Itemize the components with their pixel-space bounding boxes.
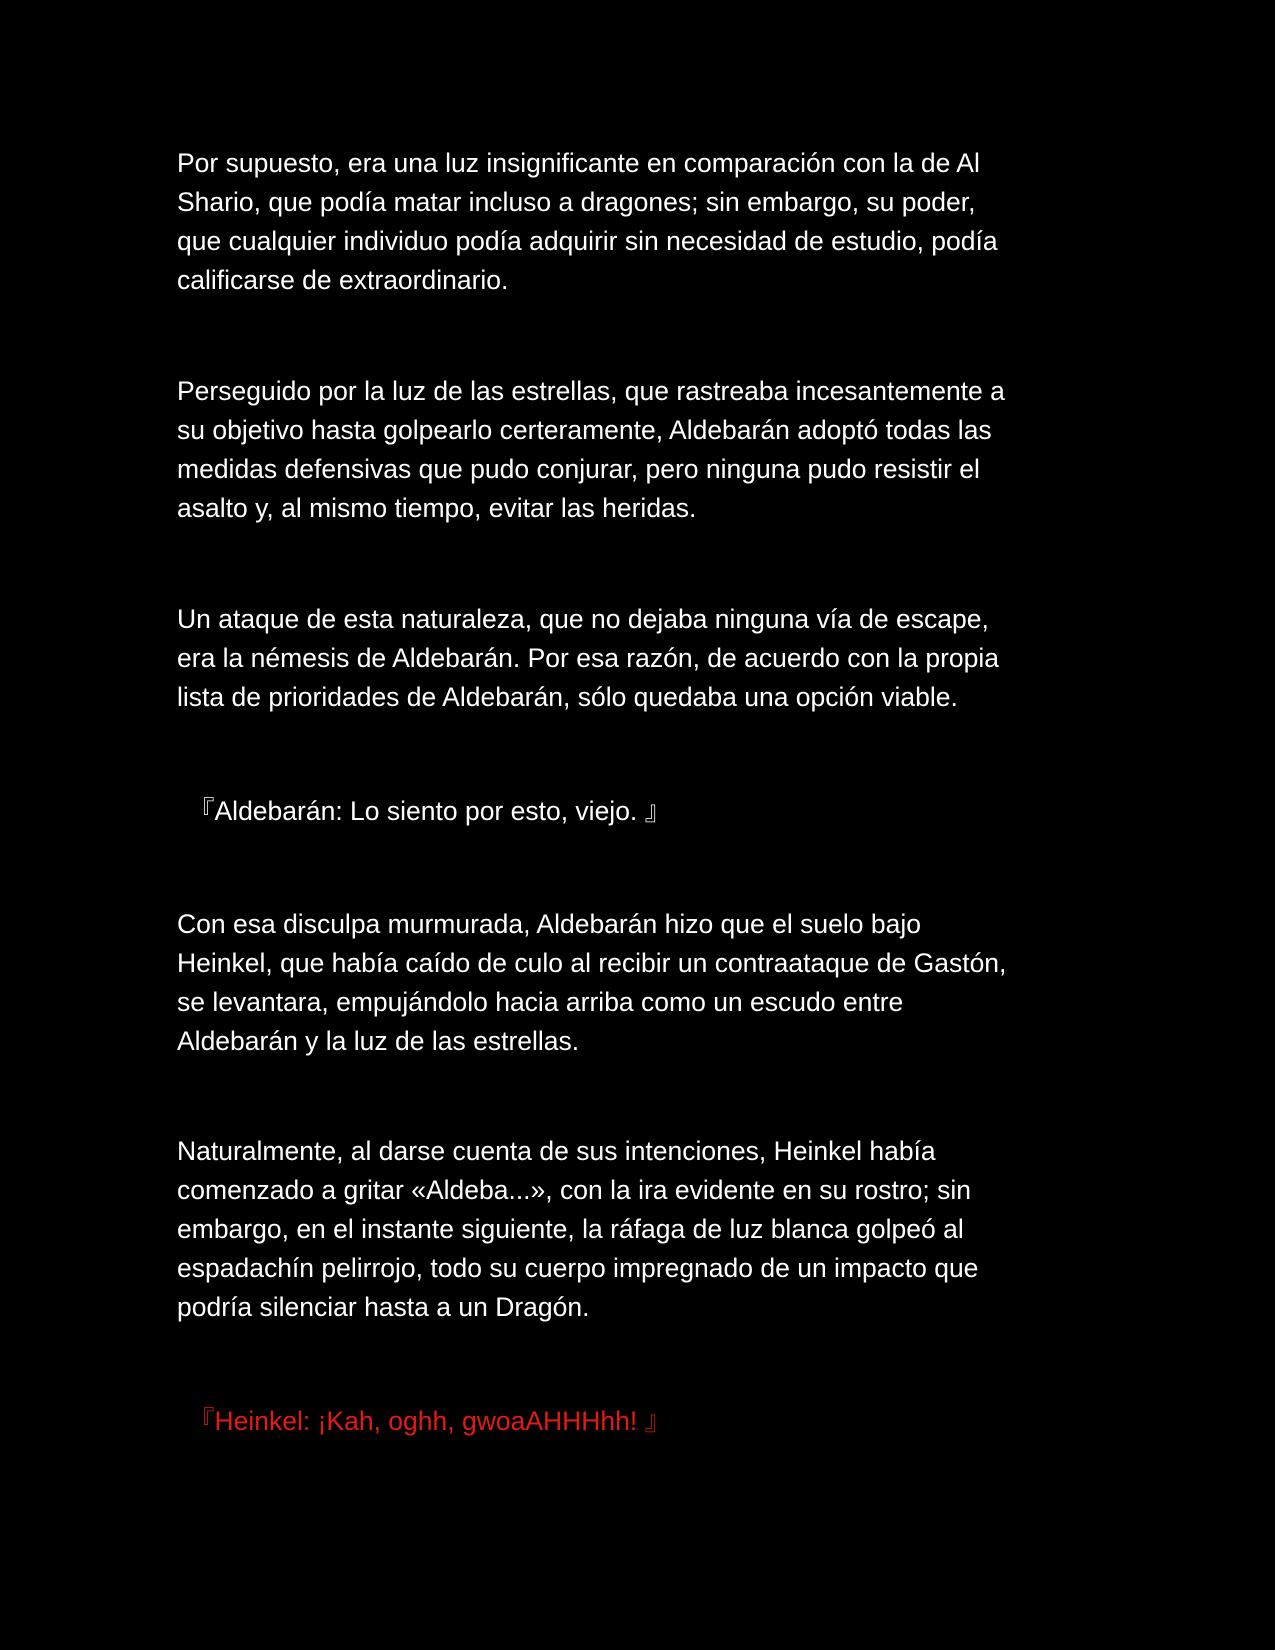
text-line: calificarse de extraordinario. bbox=[177, 265, 509, 295]
text-line: su objetivo hasta golpearlo certeramente, Aldebarán adoptó todas las bbox=[177, 415, 992, 445]
text-line: que cualquier individuo podía adquirir sin necesidad de estudio, podía bbox=[177, 226, 998, 256]
text-line: Con esa disculpa murmurada, Aldebarán hizo que el suelo bajo bbox=[177, 909, 921, 939]
text-line: se levantara, empujándolo hacia arriba como un escudo entre bbox=[177, 987, 904, 1017]
text-line: lista de prioridades de Aldebarán, sólo quedaba una opción viable. bbox=[177, 682, 958, 712]
text-line: Heinkel, que había caído de culo al recibir un contraataque de Gastón, bbox=[177, 948, 1007, 978]
text-line: Por supuesto, era una luz insignificante en comparación con la de Al bbox=[177, 148, 980, 178]
paragraph bbox=[177, 1132, 1097, 1327]
text-line: podría silenciar hasta a un Dragón. bbox=[177, 1292, 590, 1322]
paragraph bbox=[177, 905, 1097, 1061]
paragraph bbox=[177, 144, 1097, 300]
text-line: Shario, que podía matar incluso a dragones; sin embargo, su poder, bbox=[177, 187, 976, 217]
text-line: comenzado a gritar «Aldeba...», con la ira evidente en su rostro; sin bbox=[177, 1175, 971, 1205]
text-line: Aldebarán y la luz de las estrellas. bbox=[177, 1026, 580, 1056]
paragraph bbox=[177, 372, 1097, 528]
dialogue-heinkel-shout: 『Heinkel: ¡Kah, oghh, gwoaAHHHhh! 』 bbox=[188, 1406, 672, 1436]
text-line: medidas defensivas que pudo conjurar, pero ninguna pudo resistir el bbox=[177, 454, 980, 484]
text-line: Naturalmente, al darse cuenta de sus intenciones, Heinkel había bbox=[177, 1136, 936, 1166]
text-line: Perseguido por la luz de las estrellas, que rastreaba incesantemente a bbox=[177, 376, 1005, 406]
text-line: embargo, en el instante siguiente, la ráfaga de luz blanca golpeó al bbox=[177, 1214, 964, 1244]
text-line: era la némesis de Aldebarán. Por esa razón, de acuerdo con la propia bbox=[177, 643, 1000, 673]
dialogue-aldebaran: 『Aldebarán: Lo siento por esto, viejo. 』 bbox=[188, 796, 672, 826]
paragraph bbox=[177, 600, 1097, 717]
text-line: asalto y, al mismo tiempo, evitar las heridas. bbox=[177, 493, 697, 523]
text-line: Un ataque de esta naturaleza, que no dejaba ninguna vía de escape, bbox=[177, 604, 989, 634]
text-line: espadachín pelirrojo, todo su cuerpo impregnado de un impacto que bbox=[177, 1253, 979, 1283]
